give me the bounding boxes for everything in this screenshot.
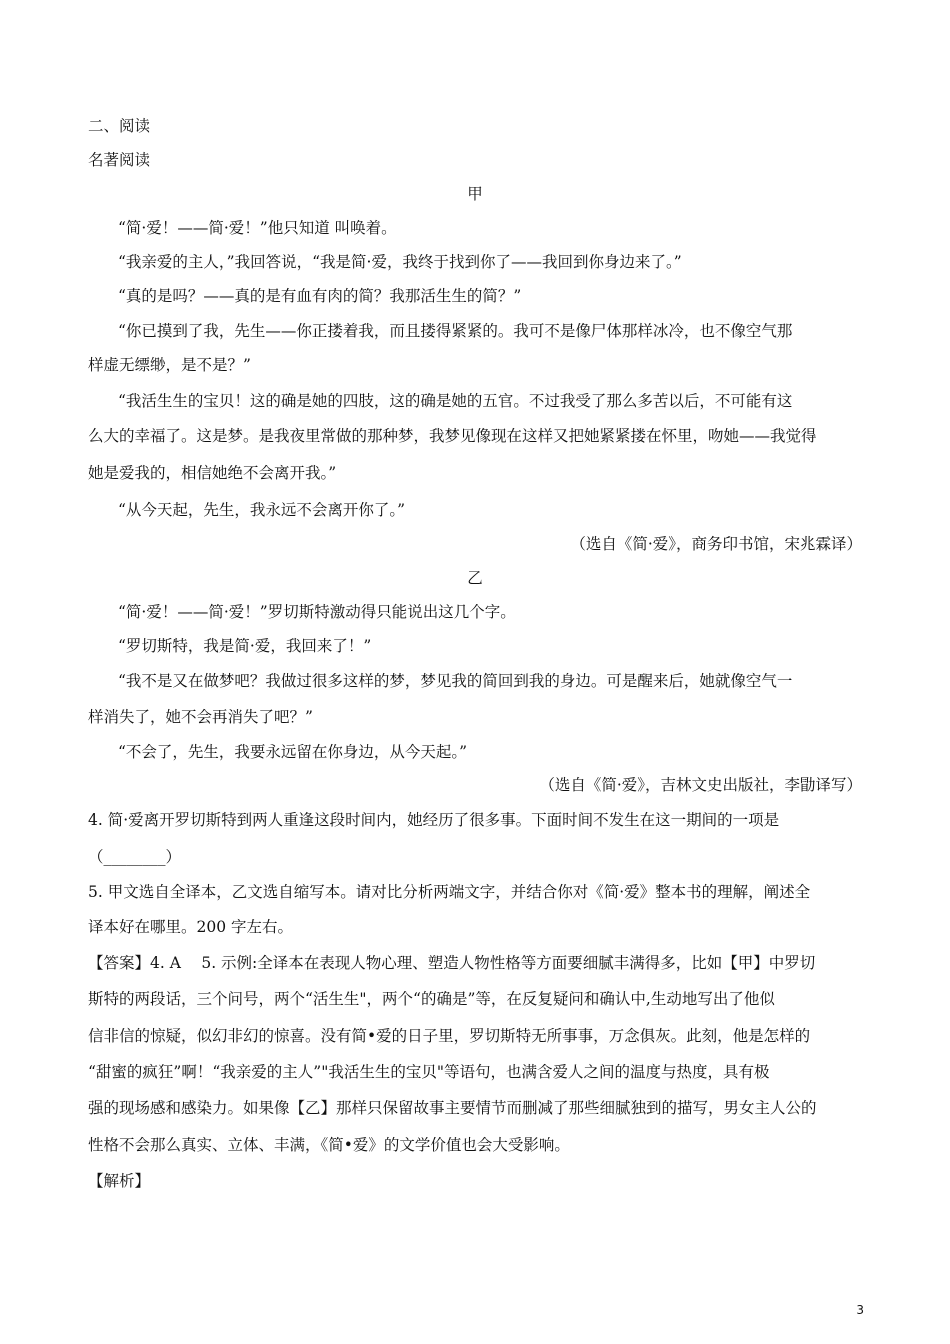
page-number: 3 bbox=[856, 1303, 864, 1317]
question-4-blank: （________） bbox=[88, 848, 182, 866]
answer-line: 斯特的两段话，三个问号，两个“活生生"，两个“的确是”等，在反复疑问和确认中,生动地写出了他似 bbox=[88, 990, 775, 1008]
question-4: 4. 简·爱离开罗切斯特到两人重逢这段时间内，她经历了很多事。下面时间不发生在这一期间的一项是 bbox=[88, 811, 780, 829]
answer-line: “甜蜜的疯狂”啊！“我亲爱的主人”"我活生生的宝贝"等语句，也满含爱人之间的温度与热度，具有极 bbox=[88, 1063, 770, 1081]
question-5: 5. 甲文选自全译本，乙文选自缩写本。请对比分析两端文字，并结合你对《简·爱》整本书的理解，阐述全 bbox=[88, 883, 811, 901]
passage-a-source: （选自《简·爱》，商务印书馆，宋兆霖译） bbox=[570, 535, 862, 553]
passage-a-line: “我亲爱的主人，”我回答说，“我是简·爱，我终于找到你了——我回到你身边来了。” bbox=[118, 253, 682, 271]
answer-line: 信非信的惊疑，似幻非幻的惊喜。没有简•爱的日子里，罗切斯特无所事事，万念俱灰。此刻，他是怎样的 bbox=[88, 1027, 811, 1045]
passage-a-line: “简·爱！——简·爱！”他只知道 叫唤着。 bbox=[118, 219, 397, 237]
answer-line: 性格不会那么真实、立体、丰满，《简•爱》的文学价值也会大受影响。 bbox=[88, 1136, 570, 1154]
answer-line: 【答案】4. A 5. 示例:全译本在表现人物心理、塑造人物性格等方面要细腻丰满得多，比如【甲】中罗切 bbox=[88, 954, 816, 972]
passage-a-line: “真的是吗？——真的是有血有肉的简？我那活生生的简？” bbox=[118, 287, 522, 305]
passage-b-line: “罗切斯特，我是简·爱，我回来了！” bbox=[118, 637, 372, 655]
passage-b-source: （选自《简·爱》，吉林文史出版社，李勖译写） bbox=[539, 776, 862, 794]
section-title: 二、阅读 bbox=[88, 117, 151, 135]
passage-a-line: 她是爱我的，相信她绝不会离开我。” bbox=[88, 464, 337, 482]
passage-a-line: “你已摸到了我，先生——你正搂着我，而且搂得紧紧的。我可不是像尸体那样冰冷，也不像空气那 bbox=[118, 322, 793, 340]
analysis-label: 【解析】 bbox=[88, 1172, 151, 1190]
answer-line: 强的现场感和感染力。如果像【乙】那样只保留故事主要情节而删减了那些细腻独到的描写，男女主人公的 bbox=[88, 1099, 817, 1117]
passage-b-line: “简·爱！——简·爱！”罗切斯特激动得只能说出这几个字。 bbox=[118, 603, 516, 621]
passage-a-line: “我活生生的宝贝！这的确是她的四肢，这的确是她的五官。不过我受了那么多苦以后，不可能有这 bbox=[118, 392, 793, 410]
passage-a-line: “从今天起，先生，我永远不会离开你了。” bbox=[118, 501, 406, 519]
subsection-title: 名著阅读 bbox=[88, 151, 151, 169]
passage-a-line: 样虚无缥缈，是不是？” bbox=[88, 356, 251, 374]
passage-b-heading: 乙 bbox=[467, 569, 483, 587]
passage-a-heading: 甲 bbox=[467, 185, 483, 203]
passage-a-line: 么大的幸福了。这是梦。是我夜里常做的那种梦，我梦见像现在这样又把她紧紧搂在怀里，吻她——我觉得 bbox=[88, 427, 817, 445]
question-5-cont: 译本好在哪里。200 字左右。 bbox=[88, 918, 294, 936]
passage-b-line: “不会了，先生，我要永远留在你身边，从今天起。” bbox=[118, 743, 468, 761]
passage-b-line: 样消失了，她不会再消失了吧？” bbox=[88, 708, 313, 726]
passage-b-line: “我不是又在做梦吧？我做过很多这样的梦，梦见我的简回到我的身边。可是醒来后，她就像空气一 bbox=[118, 672, 793, 690]
